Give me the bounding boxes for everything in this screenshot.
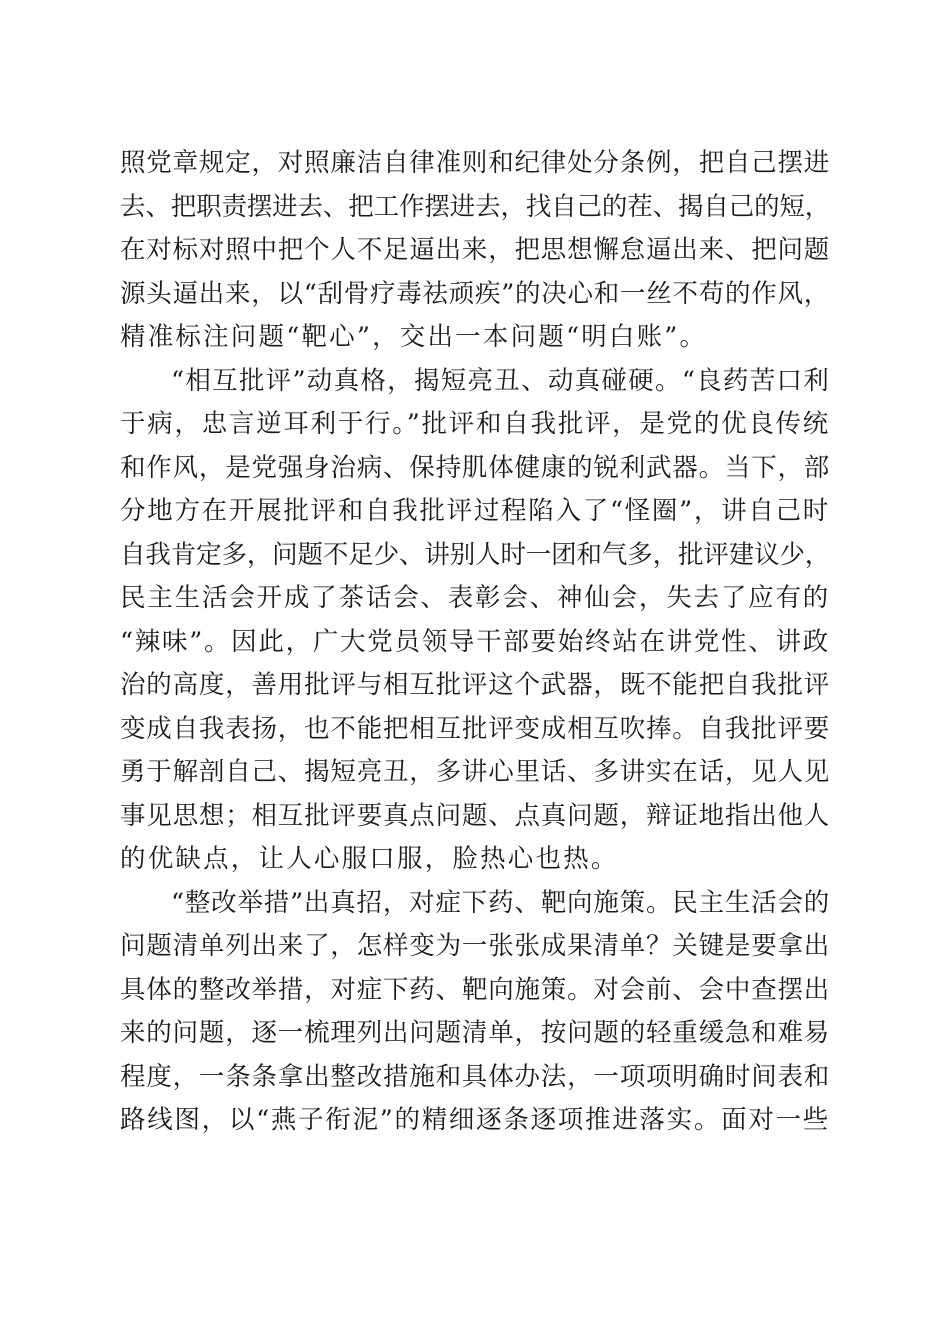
text-line: 精准标注问题“靶心”，交出一本问题“明白账”。 <box>120 322 708 352</box>
text-line: 变成自我表扬，也不能把相互批评变成相互吹捧。自我批评要 <box>120 713 830 744</box>
text-line: 程度，一条条拿出整改措施和具体办法，一项项明确时间表和 <box>120 1061 830 1092</box>
text-line: 和作风，是党强身治病、保持肌体健康的锐利武器。当下，部 <box>120 452 830 483</box>
text-line: “相互批评”动真格，揭短亮丑、动真碰硬。“良药苦口利 <box>171 365 830 396</box>
text-line: 事见思想；相互批评要真点问题、点真问题，辩证地指出他人 <box>120 800 830 831</box>
text-line: 的优缺点，让人心服口服，脸热心也热。 <box>120 844 619 874</box>
text-line: “辣味”。因此，广大党员领导干部要始终站在讲党性、讲政 <box>120 626 830 657</box>
text-line: “整改举措”出真招，对症下药、靶向施策。民主生活会的 <box>171 887 830 918</box>
text-line: 去、把职责摆进去、把工作摆进去，找自己的茬、揭自己的短， <box>120 191 830 222</box>
text-line: 问题清单列出来了，怎样变为一张张成果清单？关键是要拿出 <box>120 931 830 961</box>
text-line: 来的问题，逐一梳理列出问题清单，按问题的轻重缓急和难易 <box>120 1018 830 1048</box>
text-line: 勇于解剖自己、揭短亮丑，多讲心里话、多讲实在话，见人见 <box>120 757 830 787</box>
text-line: 于病，忠言逆耳利于行。”批评和自我批评，是党的优良传统 <box>120 409 830 439</box>
paragraph-3 <box>120 882 830 1143</box>
paragraph-1 <box>120 142 830 360</box>
text-line: 民主生活会开成了茶话会、表彰会、神仙会，失去了应有的 <box>120 583 830 613</box>
text-line: 具体的整改举措，对症下药、靶向施策。对会前、会中查摆出 <box>120 974 830 1005</box>
text-line: 自我肯定多，问题不足少、讲别人时一团和气多，批评建议少， <box>120 539 830 570</box>
text-line: 治的高度，善用批评与相互批评这个武器，既不能把自我批评 <box>120 670 830 700</box>
document-body <box>120 142 830 1143</box>
text-line: 路线图，以“燕子衔泥”的精细逐条逐项推进落实。面对一些 <box>120 1105 830 1135</box>
text-line: 在对标对照中把个人不足逼出来，把思想懈怠逼出来、把问题 <box>120 235 830 265</box>
text-line: 源头逼出来，以“刮骨疗毒祛顽疾”的决心和一丝不苟的作风， <box>120 278 830 309</box>
paragraph-2 <box>120 360 830 882</box>
text-line: 分地方在开展批评和自我批评过程陷入了“怪圈”，讲自己时 <box>120 496 830 526</box>
text-line: 照党章规定，对照廉洁自律准则和纪律处分条例，把自己摆进 <box>120 148 830 178</box>
